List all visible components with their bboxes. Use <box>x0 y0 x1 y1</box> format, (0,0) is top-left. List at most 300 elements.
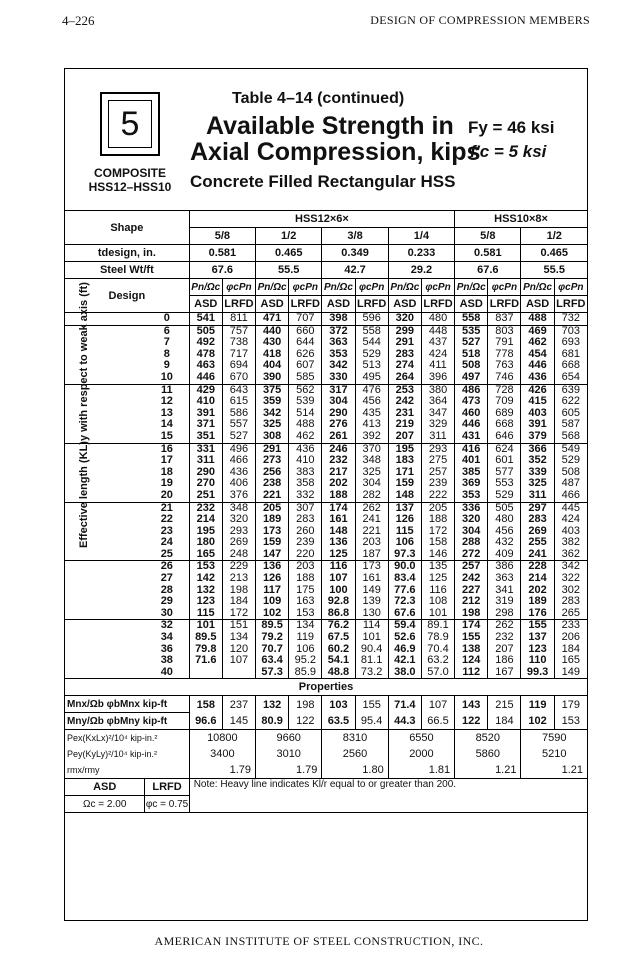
design-label: Design <box>65 279 190 313</box>
strength-cell: 644 <box>289 337 322 349</box>
weight-cell: 67.6 <box>189 262 255 279</box>
strength-cell: 221 <box>256 490 289 502</box>
asd-header: ASD <box>256 296 289 313</box>
strength-cell: 89.5 <box>189 632 222 644</box>
strength-cell: 497 <box>455 372 488 384</box>
strength-cell: 329 <box>421 419 454 431</box>
length-cell: 6 <box>145 325 189 337</box>
strength-cell: 92.8 <box>322 596 355 608</box>
strength-cell: 364 <box>421 396 454 408</box>
strength-cell: 67.5 <box>322 632 355 644</box>
strength-cell <box>189 667 222 679</box>
strength-cell: 558 <box>455 313 488 326</box>
strength-cell: 125 <box>322 549 355 561</box>
strength-cell: 261 <box>322 431 355 443</box>
strength-cell: 79.8 <box>189 644 222 656</box>
strength-cell: 553 <box>488 478 521 490</box>
side-label-cell <box>65 573 145 585</box>
side-label-cell <box>65 561 145 573</box>
strength-cell: 390 <box>256 372 289 384</box>
strength-cell: 527 <box>455 337 488 349</box>
side-label-cell <box>65 349 145 361</box>
strength-cell: 369 <box>455 478 488 490</box>
strength-cell: 214 <box>521 573 554 585</box>
strength-cell: 175 <box>289 585 322 597</box>
strength-cell: 174 <box>455 620 488 632</box>
table-row <box>65 573 588 585</box>
asd-header: ASD <box>455 296 488 313</box>
strength-cell: 256 <box>256 467 289 479</box>
strength-cell: 274 <box>388 360 421 372</box>
strength-cell: 319 <box>488 596 521 608</box>
strength-cell: 165 <box>189 549 222 561</box>
rm-label: rmx/rmy <box>65 762 190 779</box>
strength-cell: 568 <box>554 431 587 443</box>
strength-cell: 297 <box>521 502 554 514</box>
strength-cell: 288 <box>455 537 488 549</box>
strength-cell: 149 <box>355 585 388 597</box>
mny-row <box>65 713 588 730</box>
side-label-cell <box>65 608 145 620</box>
strength-cell: 336 <box>455 502 488 514</box>
strength-cell: 342 <box>322 360 355 372</box>
side-label-cell <box>65 596 145 608</box>
length-cell: 32 <box>145 620 189 632</box>
strength-cell: 189 <box>521 596 554 608</box>
strength-cell: 403 <box>554 526 587 538</box>
strength-cell: 155 <box>455 632 488 644</box>
strength-cell: 147 <box>256 549 289 561</box>
strength-cell: 73.2 <box>355 667 388 679</box>
strength-cell: 562 <box>289 384 322 396</box>
strength-cell: 376 <box>222 490 255 502</box>
strength-cell: 325 <box>256 419 289 431</box>
strength-cell: 435 <box>355 408 388 420</box>
phi-pn-header: φcPn <box>421 279 454 296</box>
asd-header: ASD <box>322 296 355 313</box>
strength-cell: 198 <box>455 608 488 620</box>
pey-label: Pey(KyLy)²/10⁴ kip-in.² <box>65 746 190 762</box>
length-cell: 27 <box>145 573 189 585</box>
strength-cell: 311 <box>189 455 222 467</box>
strength-cell: 241 <box>355 514 388 526</box>
pn-omega-header: Pn/Ωc <box>388 279 421 296</box>
strength-cell: 106 <box>289 644 322 656</box>
strength-cell: 717 <box>222 349 255 361</box>
strength-cell: 203 <box>289 561 322 573</box>
pey-cell: 3010 <box>256 746 322 762</box>
strength-cell: 78.9 <box>421 632 454 644</box>
length-cell: 29 <box>145 596 189 608</box>
strength-cell: 605 <box>554 408 587 420</box>
strength-cell: 539 <box>289 396 322 408</box>
strength-cell: 107 <box>322 573 355 585</box>
strength-cell: 63.2 <box>421 655 454 667</box>
strength-cell: 514 <box>289 408 322 420</box>
strength-cell: 290 <box>189 467 222 479</box>
strength-cell: 352 <box>521 455 554 467</box>
asd-header: ASD <box>189 296 222 313</box>
tdesign-cell: 0.581 <box>455 245 521 262</box>
strength-cell: 415 <box>521 396 554 408</box>
strength-cell: 430 <box>256 337 289 349</box>
strength-cell: 125 <box>421 573 454 585</box>
strength-cell: 293 <box>222 526 255 538</box>
strength-cell: 184 <box>222 596 255 608</box>
strength-cell: 38.0 <box>388 667 421 679</box>
length-cell: 21 <box>145 502 189 514</box>
strength-cell: 71.6 <box>189 655 222 667</box>
strength-cell: 320 <box>222 514 255 526</box>
strength-cell: 370 <box>355 443 388 455</box>
strength-cell: 311 <box>521 490 554 502</box>
strength-cell: 446 <box>455 419 488 431</box>
length-cell: 23 <box>145 526 189 538</box>
mnx-cell: 179 <box>554 696 587 713</box>
strength-cell: 763 <box>488 360 521 372</box>
strength-cell: 262 <box>488 620 521 632</box>
length-cell: 10 <box>145 372 189 384</box>
strength-type-row <box>65 279 588 296</box>
strength-cell: 293 <box>421 443 454 455</box>
strength-cell: 54.1 <box>322 655 355 667</box>
strength-cell: 375 <box>256 384 289 396</box>
table-row <box>65 537 588 549</box>
strength-cell: 446 <box>189 372 222 384</box>
table-row <box>65 313 588 326</box>
strength-cell: 440 <box>256 325 289 337</box>
strength-cell: 115 <box>388 526 421 538</box>
weight-cell: 55.5 <box>256 262 322 279</box>
strength-cell: 265 <box>554 608 587 620</box>
page-footer: AMERICAN INSTITUTE OF STEEL CONSTRUCTION, INC. <box>154 934 484 948</box>
strength-cell: 116 <box>421 585 454 597</box>
strength-cell: 102 <box>256 608 289 620</box>
strength-cell: 112 <box>455 667 488 679</box>
strength-cell: 366 <box>521 443 554 455</box>
strength-cell: 52.6 <box>388 632 421 644</box>
strength-cell: 406 <box>222 478 255 490</box>
pey-cell: 5860 <box>455 746 521 762</box>
strength-cell: 383 <box>289 467 322 479</box>
strength-cell: 124 <box>455 655 488 667</box>
table-row <box>65 372 588 384</box>
strength-cell: 466 <box>222 455 255 467</box>
strength-cell: 134 <box>222 632 255 644</box>
rm-cell: 1.21 <box>455 762 521 779</box>
length-cell: 30 <box>145 608 189 620</box>
strength-cell: 505 <box>189 325 222 337</box>
group-hss12x6: HSS12×6× <box>189 211 454 228</box>
length-cell: 12 <box>145 396 189 408</box>
thickness-cell: 3/8 <box>322 228 388 245</box>
side-label-cell <box>65 455 145 467</box>
strength-cell: 213 <box>222 573 255 585</box>
strength-cell: 77.6 <box>388 585 421 597</box>
mnx-cell: 237 <box>222 696 255 713</box>
strength-cell: 392 <box>355 431 388 443</box>
pey-cell: 5210 <box>521 746 588 762</box>
strength-cell: 709 <box>488 396 521 408</box>
side-label-cell <box>65 467 145 479</box>
length-cell: 18 <box>145 467 189 479</box>
strength-cell: 57.0 <box>421 667 454 679</box>
asd-header: ASD <box>521 296 554 313</box>
strength-cell: 89.1 <box>421 620 454 632</box>
table-row <box>65 490 588 502</box>
mny-cell: 122 <box>455 713 488 730</box>
strength-cell: 272 <box>455 549 488 561</box>
strength-cell: 273 <box>256 455 289 467</box>
strength-cell: 246 <box>322 443 355 455</box>
length-cell: 16 <box>145 443 189 455</box>
pex-cell: 8520 <box>455 730 521 747</box>
strength-cell: 320 <box>388 313 421 326</box>
strength-cell: 411 <box>421 360 454 372</box>
mny-cell: 44.3 <box>388 713 421 730</box>
strength-cell: 694 <box>222 360 255 372</box>
strength-cell: 187 <box>355 549 388 561</box>
length-cell: 25 <box>145 549 189 561</box>
table-row <box>65 396 588 408</box>
strength-cell: 228 <box>521 561 554 573</box>
strength-cell: 418 <box>256 349 289 361</box>
mnx-cell: 107 <box>421 696 454 713</box>
strength-cell: 508 <box>455 360 488 372</box>
strength-cell: 161 <box>322 514 355 526</box>
strength-cell: 269 <box>222 537 255 549</box>
strength-cell: 778 <box>488 349 521 361</box>
strength-cell: 396 <box>421 372 454 384</box>
strength-cell: 436 <box>521 372 554 384</box>
omega-factor: Ωc = 2.00 <box>65 796 145 813</box>
side-label-cell <box>65 537 145 549</box>
strength-cell: 70.7 <box>256 644 289 656</box>
strength-cell: 473 <box>455 396 488 408</box>
strength-cell: 232 <box>322 455 355 467</box>
mny-cell: 96.6 <box>189 713 222 730</box>
strength-cell: 353 <box>322 349 355 361</box>
mnx-cell: 103 <box>322 696 355 713</box>
strength-cell: 577 <box>488 467 521 479</box>
length-cell: 19 <box>145 478 189 490</box>
strength-cell: 291 <box>388 337 421 349</box>
strength-cell: 202 <box>521 585 554 597</box>
mnx-cell: 198 <box>289 696 322 713</box>
strength-cell: 188 <box>289 573 322 585</box>
strength-cell: 480 <box>488 514 521 526</box>
legend-asd: ASD <box>65 779 145 796</box>
strength-cell: 275 <box>421 455 454 467</box>
length-cell: 28 <box>145 585 189 597</box>
phi-factor: φc = 0.75 <box>145 796 189 813</box>
strength-cell: 728 <box>488 384 521 396</box>
strength-cell: 81.1 <box>355 655 388 667</box>
strength-cell: 251 <box>189 490 222 502</box>
side-label-cell <box>65 313 145 326</box>
pex-row <box>65 730 588 747</box>
table-row <box>65 608 588 620</box>
phi-pn-header: φcPn <box>554 279 587 296</box>
tdesign-row <box>65 245 588 262</box>
strength-cell: 195 <box>189 526 222 538</box>
lrfd-header: LRFD <box>289 296 322 313</box>
strength-cell: 298 <box>488 608 521 620</box>
strength-cell: 363 <box>488 573 521 585</box>
strength-cell: 130 <box>355 608 388 620</box>
mny-cell: 95.4 <box>355 713 388 730</box>
strength-cell: 222 <box>421 490 454 502</box>
strength-cell: 505 <box>488 502 521 514</box>
category-label <box>72 166 188 194</box>
strength-cell: 148 <box>388 490 421 502</box>
side-label-cell <box>65 620 145 632</box>
side-label-cell <box>65 478 145 490</box>
strength-cell: 116 <box>322 561 355 573</box>
strength-cell: 189 <box>256 514 289 526</box>
length-cell: 14 <box>145 419 189 431</box>
strength-cell: 229 <box>222 561 255 573</box>
strength-cell: 106 <box>388 537 421 549</box>
strength-cell: 486 <box>455 384 488 396</box>
strength-cell: 624 <box>488 443 521 455</box>
rm-cell: 1.21 <box>521 762 588 779</box>
strength-cell: 89.5 <box>256 620 289 632</box>
strength-cell: 231 <box>388 408 421 420</box>
mnx-cell: 119 <box>521 696 554 713</box>
concrete-strength: f′c = 5 ksi <box>470 142 547 161</box>
strength-cell: 424 <box>421 349 454 361</box>
strength-cell: 693 <box>554 337 587 349</box>
strength-cell: 99.3 <box>521 667 554 679</box>
table-row <box>65 655 588 667</box>
table-row <box>65 431 588 443</box>
asd-header: ASD <box>388 296 421 313</box>
pn-omega-header: Pn/Ωc <box>256 279 289 296</box>
side-label-cell <box>65 644 145 656</box>
strength-cell: 424 <box>554 514 587 526</box>
strength-cell: 242 <box>455 573 488 585</box>
mny-cell: 80.9 <box>256 713 289 730</box>
strength-cell: 646 <box>488 431 521 443</box>
strength-cell: 403 <box>521 408 554 420</box>
strength-cell: 153 <box>289 608 322 620</box>
strength-cell: 304 <box>355 478 388 490</box>
phi-pn-header: φcPn <box>488 279 521 296</box>
strength-cell: 101 <box>189 620 222 632</box>
strength-cell: 535 <box>455 325 488 337</box>
length-cell: 0 <box>145 313 189 326</box>
side-label-cell <box>65 384 145 396</box>
strength-cell: 707 <box>289 313 322 326</box>
strength-cell: 466 <box>554 490 587 502</box>
strength-cell: 478 <box>189 349 222 361</box>
strength-cell: 188 <box>322 490 355 502</box>
strength-cell: 615 <box>222 396 255 408</box>
strength-cell: 135 <box>421 561 454 573</box>
strength-cell: 348 <box>222 502 255 514</box>
strength-cell: 167 <box>488 667 521 679</box>
strength-cell: 176 <box>521 608 554 620</box>
pn-omega-header: Pn/Ωc <box>189 279 222 296</box>
side-label-cell <box>65 337 145 349</box>
lrfd-header: LRFD <box>554 296 587 313</box>
table-row <box>65 514 588 526</box>
strength-cell: 348 <box>355 455 388 467</box>
strength-cell: 149 <box>554 667 587 679</box>
table-row <box>65 360 588 372</box>
rm-cell: 1.81 <box>388 762 454 779</box>
mnx-row <box>65 696 588 713</box>
strength-cell: 220 <box>289 549 322 561</box>
strength-cell: 462 <box>521 337 554 349</box>
strength-cell: 385 <box>455 467 488 479</box>
strength-cell: 248 <box>222 549 255 561</box>
strength-cell: 302 <box>554 585 587 597</box>
strength-cell: 146 <box>421 549 454 561</box>
strength-cell: 238 <box>256 478 289 490</box>
side-label-cell <box>65 408 145 420</box>
strength-cell: 342 <box>554 561 587 573</box>
strength-cell: 529 <box>488 490 521 502</box>
table-row <box>65 325 588 337</box>
table-row <box>65 384 588 396</box>
strength-cell: 391 <box>189 408 222 420</box>
strength-cell: 283 <box>554 596 587 608</box>
table-row <box>65 455 588 467</box>
side-label-cell <box>65 632 145 644</box>
strength-cell: 471 <box>256 313 289 326</box>
strength-cell: 283 <box>388 349 421 361</box>
strength-cell: 173 <box>355 561 388 573</box>
strength-cell: 660 <box>289 325 322 337</box>
table-number-box <box>100 92 160 156</box>
strength-cell: 86.8 <box>322 608 355 620</box>
strength-cell: 351 <box>189 431 222 443</box>
length-cell: 22 <box>145 514 189 526</box>
table-row <box>65 632 588 644</box>
strength-cell: 454 <box>521 349 554 361</box>
strength-cell: 262 <box>355 502 388 514</box>
table-row <box>65 467 588 479</box>
strength-cell: 206 <box>554 632 587 644</box>
strength-cell: 79.2 <box>256 632 289 644</box>
strength-cell: 401 <box>455 455 488 467</box>
strength-cell: 445 <box>554 502 587 514</box>
weight-cell: 42.7 <box>322 262 388 279</box>
mnx-cell: 132 <box>256 696 289 713</box>
strength-cell: 107 <box>222 655 255 667</box>
strength-cell: 689 <box>488 408 521 420</box>
side-label-cell <box>65 490 145 502</box>
table-row <box>65 419 588 431</box>
strength-cell: 48.8 <box>322 667 355 679</box>
strength-cell: 703 <box>554 325 587 337</box>
strength-cell: 587 <box>554 419 587 431</box>
strength-cell: 276 <box>322 419 355 431</box>
table-row <box>65 502 588 514</box>
strength-cell: 304 <box>455 526 488 538</box>
strength-cell: 426 <box>521 384 554 396</box>
strength-cell: 270 <box>189 478 222 490</box>
table-row <box>65 443 588 455</box>
strength-cell: 757 <box>222 325 255 337</box>
tdesign-cell: 0.581 <box>189 245 255 262</box>
strength-cell: 359 <box>256 396 289 408</box>
table-row <box>65 349 588 361</box>
page-number: 4–226 <box>62 13 95 28</box>
pey-cell: 2000 <box>388 746 454 762</box>
